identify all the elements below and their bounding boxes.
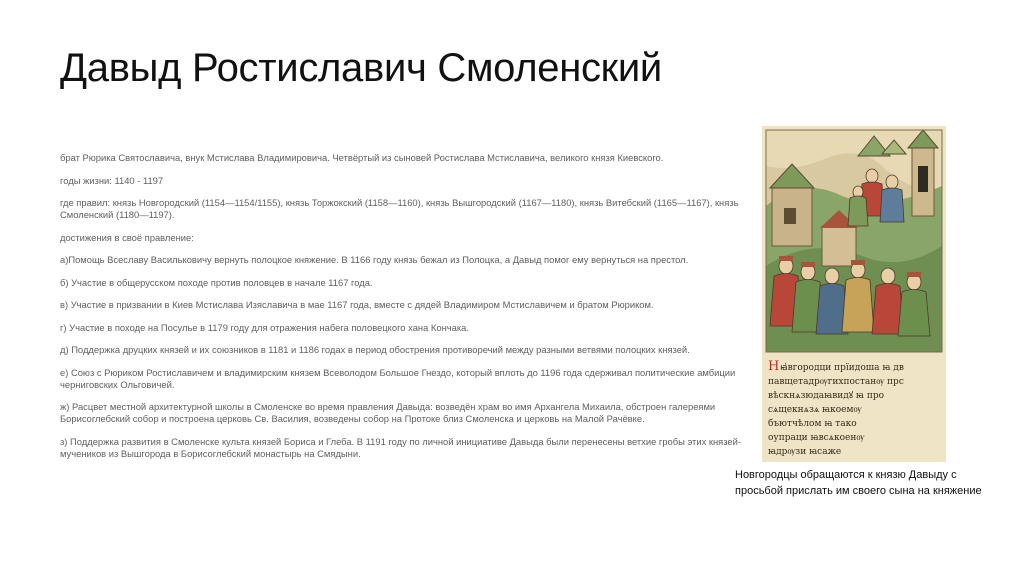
paragraph-achievement-zh: ж) Расцвет местной архитектурной школы в Смоленске во время правления Давыда: возведён храм во имя Архангела Михаила, обстроен галереями Борисоглебский собор и построена церковь Св. Василия, возведены собор на Протоке близ Смоленска и церковь на Малой Рачёвке. bbox=[60, 401, 716, 424]
svg-text:вѣскнѧзюдаꙗвидꙋ ꙗ про: вѣскнѧзюдаꙗвидꙋ ꙗ про bbox=[768, 391, 885, 401]
paragraph-achievement-g: г) Участие в походе на Посулье в 1179 году для отражения набега половецкого хана Кончака. bbox=[60, 321, 469, 333]
image-caption: Новгородцы обращаются к князю Давыду с просьбой прислать им своего сына на княжение bbox=[735, 469, 982, 497]
paragraph-reign: где правил: князь Новгородский (1154—1154/1155), князь Торжокский (1158—1160), князь Вышгородский (1167—1180), князь Витебский (1165—1167), князь Смоленский (1180—1197). bbox=[60, 197, 739, 220]
svg-text:оупраци ꙗвсѧкоенѹ: оупраци ꙗвсѧкоенѹ bbox=[768, 433, 865, 443]
svg-text:ꙗдрѹзи ꙗсаже: ꙗдрѹзи ꙗсаже bbox=[768, 447, 842, 457]
slide-body bbox=[60, 152, 760, 470]
paragraph-achievement-b: б) Участие в общерусском походе против половцев в начале 1167 года. bbox=[60, 276, 373, 288]
paragraph-achievement-a: а)Помощь Всеславу Васильковичу вернуть полоцкое княжение. В 1166 году князь бежал из Полоцка, а Давыд помог ему вернуться на престол. bbox=[60, 254, 689, 265]
paragraph-achievement-d: д) Поддержка друцких князей и их союзников в 1181 и 1186 годах в период обострения противоречий между разными ветвями полоцких князей. bbox=[60, 344, 690, 355]
svg-text:павщетадрѹгихпостанѹ прс: павщетадрѹгихпостанѹ прс bbox=[768, 377, 904, 387]
paragraph-achievement-e: е) Союз с Рюриком Ростиславичем и владимирским князем Всеволодом Большое Гнездо, который вплоть до 1196 года сдерживал политические амбиции черниговских Ольговичей. bbox=[60, 366, 736, 390]
paragraph-achievement-z: з) Поддержка развития в Смоленске культа князей Бориса и Глеба. В 1191 году по личной инициативе Давыда были перенесены ветхие гробы этих князей-мучеников из Вышгорода в Борисоглебский монастырь на Смядыни. bbox=[60, 435, 741, 459]
svg-text:Н: Н bbox=[768, 359, 780, 374]
paragraph-achievements-heading: достижения в своё правление: bbox=[60, 231, 194, 243]
svg-text:сѧщекнѧзѧ ꙗкоемѹ: сѧщекнѧзѧ ꙗкоемѹ bbox=[768, 405, 862, 415]
slide-title: Давыд Ростиславич Смоленский bbox=[60, 46, 662, 90]
paragraph-years: годы жизни: 1140 - 1197 bbox=[60, 174, 164, 186]
chronicle-miniature-image bbox=[762, 126, 946, 462]
svg-text:ꙗ҆вгородци прїидоша ꙗ дв: ꙗ҆вгородци прїидоша ꙗ дв bbox=[780, 363, 904, 373]
svg-text:бъютчѣлом ꙗ тако: бъютчѣлом ꙗ тако bbox=[768, 419, 857, 429]
paragraph-relation: брат Рюрика Святославича, внук Мстислава Владимировича. Четвёртый из сыновей Ростислава Мстиславича, великого князя Киевского. bbox=[60, 152, 664, 163]
paragraph-achievement-v: в) Участие в призвании в Киев Мстислава Изяславича в мае 1167 года, вместе с дядей Владимиром Мстиславичем и братом Рюриком. bbox=[60, 299, 654, 310]
